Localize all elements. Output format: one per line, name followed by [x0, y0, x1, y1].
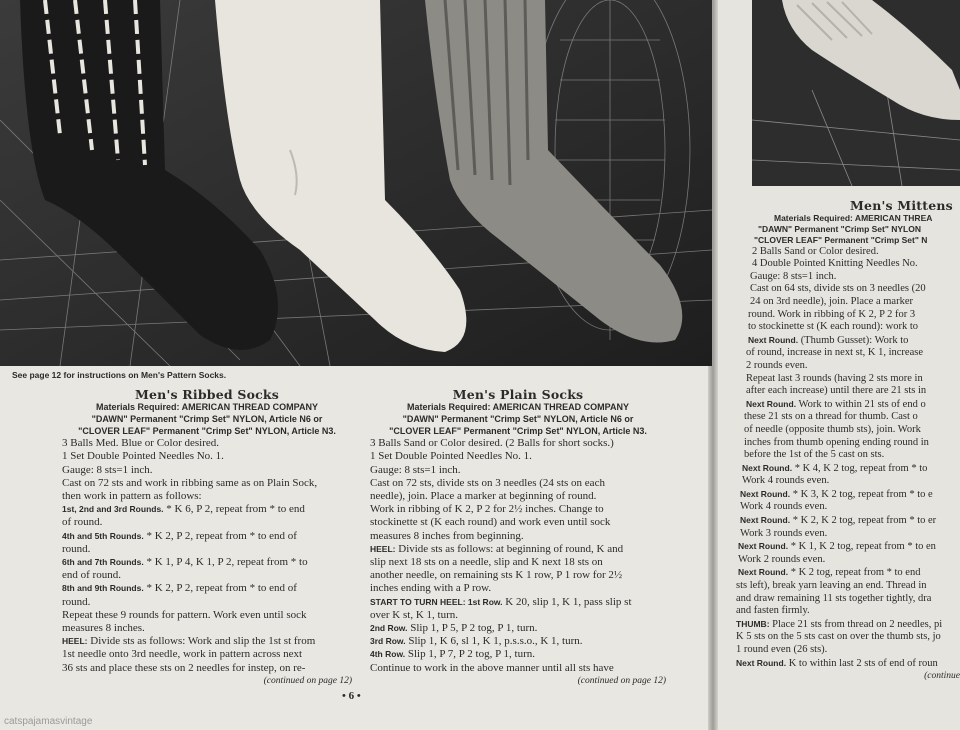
- turn-heel-label: START TO TURN HEEL: 1st Row.: [370, 596, 503, 607]
- round-label: Next Round.: [738, 541, 789, 552]
- mittens-line: 2 rounds even.: [746, 359, 808, 371]
- mittens-line: before the 1st of the 5 cast on sts.: [744, 449, 885, 461]
- row-text: Slip 1, K 6, sl 1, K 1, p.s.s.o., K 1, turn.: [408, 635, 583, 648]
- round-label: 4th and 5th Rounds.: [62, 530, 144, 541]
- ribbed-materials-2: "DAWN" Permanent "Crimp Set" NYLON, Article N6 or: [91, 414, 323, 425]
- plain-turn-heel: [370, 596, 666, 609]
- ribbed-line: Cast on 72 sts and work in ribbing same as on Plain Sock,: [62, 476, 318, 489]
- round-label: Next Round.: [740, 515, 791, 526]
- row-label: 3rd Row.: [370, 636, 406, 647]
- heel-text: Divide sts as follows: at beginning of round, K and: [398, 542, 624, 555]
- round-label: Next Round.: [746, 398, 797, 409]
- round-text: * K 2, K 2 tog, repeat from * to er: [792, 515, 937, 527]
- ribbed-line: measures 8 inches.: [62, 622, 145, 635]
- plain-materials-1: Materials Required: AMERICAN THREAD COMPANY: [406, 402, 630, 413]
- plain-row-2: [370, 622, 666, 635]
- round-text: * K 2, P 2, repeat from * to end of: [146, 529, 297, 542]
- mittens-line: Work 4 rounds even.: [740, 501, 828, 513]
- turn-heel-text: K 20, slip 1, K 1, pass slip st: [505, 595, 632, 608]
- mittens-next-round-3: [736, 462, 960, 476]
- plain-line: measures 8 inches from beginning.: [370, 529, 524, 542]
- ribbed-materials-3: "CLOVER LEAF" Permanent "Crimp Set" NYLON, Article N3.: [78, 426, 336, 437]
- ribbed-line: end of round.: [62, 569, 121, 582]
- page-number: • 6 •: [342, 690, 361, 702]
- plain-line: needle), join. Place a marker at beginning of round.: [370, 490, 597, 503]
- mittens-line: sts left), break yarn leaving an end. Thread in: [736, 580, 927, 592]
- ribbed-round-2: [62, 530, 352, 543]
- ribbed-round-4: [62, 582, 352, 595]
- plain-line: Continue to work in the above manner until all sts have: [370, 661, 614, 674]
- round-text: * K 3, K 2 tog, repeat from * to e: [792, 488, 933, 500]
- mittens-continued: (continue: [924, 671, 960, 682]
- plain-line: slip next 18 sts on a needle, slip and K next 18 sts on: [370, 556, 603, 569]
- ribbed-line: Gauge: 8 sts=1 inch.: [62, 463, 153, 476]
- mittens-next-round-4: [736, 488, 960, 502]
- heel-text: Divide sts as follows: Work and slip the 1st st from: [90, 635, 316, 648]
- ribbed-line: Repeat these 9 rounds for pattern. Work even until sock: [62, 608, 307, 621]
- plain-socks-title: Men's Plain Socks: [452, 387, 584, 402]
- plain-line: 3 Balls Sand or Color desired. (2 Balls for short socks.): [370, 437, 614, 450]
- mittens-next-round-8: [736, 657, 960, 671]
- plain-line: Work in ribbing of K 2, P 2 for 2½ inches. Change to: [370, 503, 604, 516]
- round-text: * K 1, P 4, K 1, P 2, repeat from * to: [146, 556, 308, 569]
- mittens-line: Work 3 rounds even.: [740, 527, 828, 539]
- plain-line: Cast on 72 sts, divide sts on 3 needles (24 sts on each: [370, 476, 605, 489]
- mittens-line: of needle (opposite thumb sts), join. Work: [744, 423, 921, 435]
- mittens-line: 2 Balls Sand or Color desired.: [752, 245, 879, 257]
- row-label: 2nd Row.: [370, 623, 408, 634]
- ribbed-socks-title: Men's Ribbed Socks: [134, 387, 280, 402]
- row-text: Slip 1, P 5, P 2 tog, P 1, turn.: [410, 622, 538, 635]
- ribbed-round-3: [62, 556, 352, 569]
- plain-socks-column: [370, 388, 666, 688]
- round-text: * K 2 tog, repeat from * to end: [790, 567, 921, 579]
- mittens-line: of round, increase in next st, K 1, increase: [746, 347, 923, 359]
- mittens-next-round-7: [736, 566, 960, 580]
- mittens-line: after each increase) until there are 21 sts in: [746, 385, 927, 397]
- mittens-materials-3: "CLOVER LEAF" Permanent "Crimp Set" N: [754, 234, 928, 245]
- mittens-line: round. Work in ribbing of K 2, P 2 for 3: [748, 308, 916, 320]
- plain-row-4: [370, 648, 666, 661]
- mittens-thumb: [736, 618, 960, 632]
- ribbed-line: of round.: [62, 516, 103, 529]
- mittens-materials-1: Materials Required: AMERICAN THREA: [774, 212, 933, 223]
- round-label: Next Round.: [738, 567, 789, 578]
- mittens-line: 24 on 3rd needle), join. Place a marker: [750, 295, 913, 307]
- round-label: Next Round.: [742, 462, 793, 473]
- plain-line: 1 Set Double Pointed Needles No. 1.: [370, 450, 532, 463]
- plain-continued: (continued on page 12): [577, 675, 666, 686]
- ribbed-line: 36 sts and place these sts on 2 needles for instep, on re-: [62, 661, 306, 674]
- mittens-line: these 21 sts on a thread for thumb. Cast o: [744, 411, 918, 423]
- mittens-line: Work 2 rounds even.: [738, 553, 826, 565]
- mittens-line: Work 4 rounds even.: [742, 475, 830, 487]
- ribbed-line: 1st needle onto 3rd needle, work in pattern across next: [62, 648, 303, 661]
- ribbed-continued: (continued on page 12): [263, 675, 352, 686]
- mittens-line: inches from thumb opening ending round in: [744, 436, 929, 448]
- ribbed-round-1: [62, 503, 352, 516]
- mittens-line: Repeat last 3 rounds (having 2 sts more in: [746, 372, 923, 384]
- mittens-line: 4 Double Pointed Knitting Needles No.: [752, 258, 918, 270]
- ribbed-line: 1 Set Double Pointed Needles No. 1.: [62, 450, 224, 463]
- row-text: Slip 1, P 7, P 2 tog, P 1, turn.: [407, 648, 535, 661]
- ribbed-line: then work in pattern as follows:: [62, 490, 202, 503]
- round-text: * K 1, K 2 tog, repeat from * to en: [790, 541, 936, 553]
- mittens-photo-drawing: [752, 0, 960, 186]
- mittens-column: [736, 200, 960, 683]
- thumb-text: Place 21 sts from thread on 2 needles, pi: [772, 618, 943, 630]
- plain-materials-3: "CLOVER LEAF" Permanent "Crimp Set" NYLON, Article N3.: [389, 426, 647, 437]
- watermark: catspajamasvintage: [4, 716, 93, 727]
- round-label: 8th and 9th Rounds.: [62, 583, 144, 594]
- ribbed-line: round.: [62, 595, 91, 608]
- plain-line: inches ending with a P row.: [370, 582, 492, 595]
- round-text: * K 6, P 2, repeat from * to end: [166, 503, 305, 516]
- heel-label: HEEL:: [370, 543, 396, 554]
- row-label: 4th Row.: [370, 649, 406, 660]
- mittens-photo: [752, 0, 960, 186]
- ribbed-materials-1: Materials Required: AMERICAN THREAD COMPANY: [95, 402, 319, 413]
- ribbed-line: 3 Balls Med. Blue or Color desired.: [62, 437, 220, 450]
- socks-photo: [0, 0, 712, 366]
- heel-label: HEEL:: [62, 636, 88, 647]
- mittens-line: and draw remaining 11 sts together tightly, dra: [736, 592, 932, 604]
- round-label: 1st, 2nd and 3rd Rounds.: [62, 504, 164, 515]
- plain-line: Gauge: 8 sts=1 inch.: [370, 463, 461, 476]
- mittens-next-round-2: [736, 398, 960, 412]
- round-text: * K 2, P 2, repeat from * to end of: [146, 582, 297, 595]
- mittens-line: Gauge: 8 sts=1 inch.: [750, 270, 837, 282]
- mittens-line: to stockinette st (K each round): work to: [748, 321, 918, 333]
- photo-caption: See page 12 for instructions on Men's Pattern Socks.: [12, 370, 227, 380]
- mittens-next-round-5: [736, 514, 960, 528]
- round-text: K to within last 2 sts of end of roun: [788, 657, 938, 669]
- round-text: Work to within 21 sts of end o: [798, 398, 926, 410]
- mittens-next-round-6: [736, 540, 960, 554]
- round-text: * K 4, K 2 tog, repeat from * to: [794, 462, 928, 474]
- plain-line: another needle, on remaining sts K 1 row, P 1 row for 2½: [370, 569, 623, 582]
- mittens-line: 1 round even (26 sts).: [736, 644, 828, 655]
- socks-photo-drawing: [0, 0, 712, 366]
- ribbed-heel: [62, 635, 352, 648]
- round-label: Next Round.: [736, 657, 787, 668]
- plain-line: stockinette st (K each round) and work even until sock: [370, 516, 611, 529]
- mittens-materials-2: "DAWN" Permanent "Crimp Set" NYLON: [758, 223, 922, 234]
- ribbed-socks-column: [62, 388, 352, 688]
- plain-row-3: [370, 635, 666, 648]
- round-label: Next Round.: [748, 334, 799, 345]
- round-label: Next Round.: [740, 488, 791, 499]
- round-label: 6th and 7th Rounds.: [62, 557, 144, 568]
- mittens-next-round-1: [736, 334, 960, 348]
- round-text: (Thumb Gusset): Work to: [800, 334, 909, 346]
- mittens-title: Men's Mittens: [850, 200, 953, 213]
- plain-heel: [370, 543, 666, 556]
- mittens-line: K 5 sts on the 5 sts cast on over the thumb sts, jo: [736, 631, 941, 643]
- mittens-line: and fasten firmly.: [736, 605, 810, 617]
- ribbed-line: round.: [62, 542, 91, 555]
- plain-materials-2: "DAWN" Permanent "Crimp Set" NYLON, Article N6 or: [402, 414, 634, 425]
- mittens-line: Cast on 64 sts, divide sts on 3 needles (20: [750, 283, 926, 295]
- plain-line: over K st, K 1, turn.: [370, 608, 458, 621]
- thumb-label: THUMB:: [736, 618, 770, 629]
